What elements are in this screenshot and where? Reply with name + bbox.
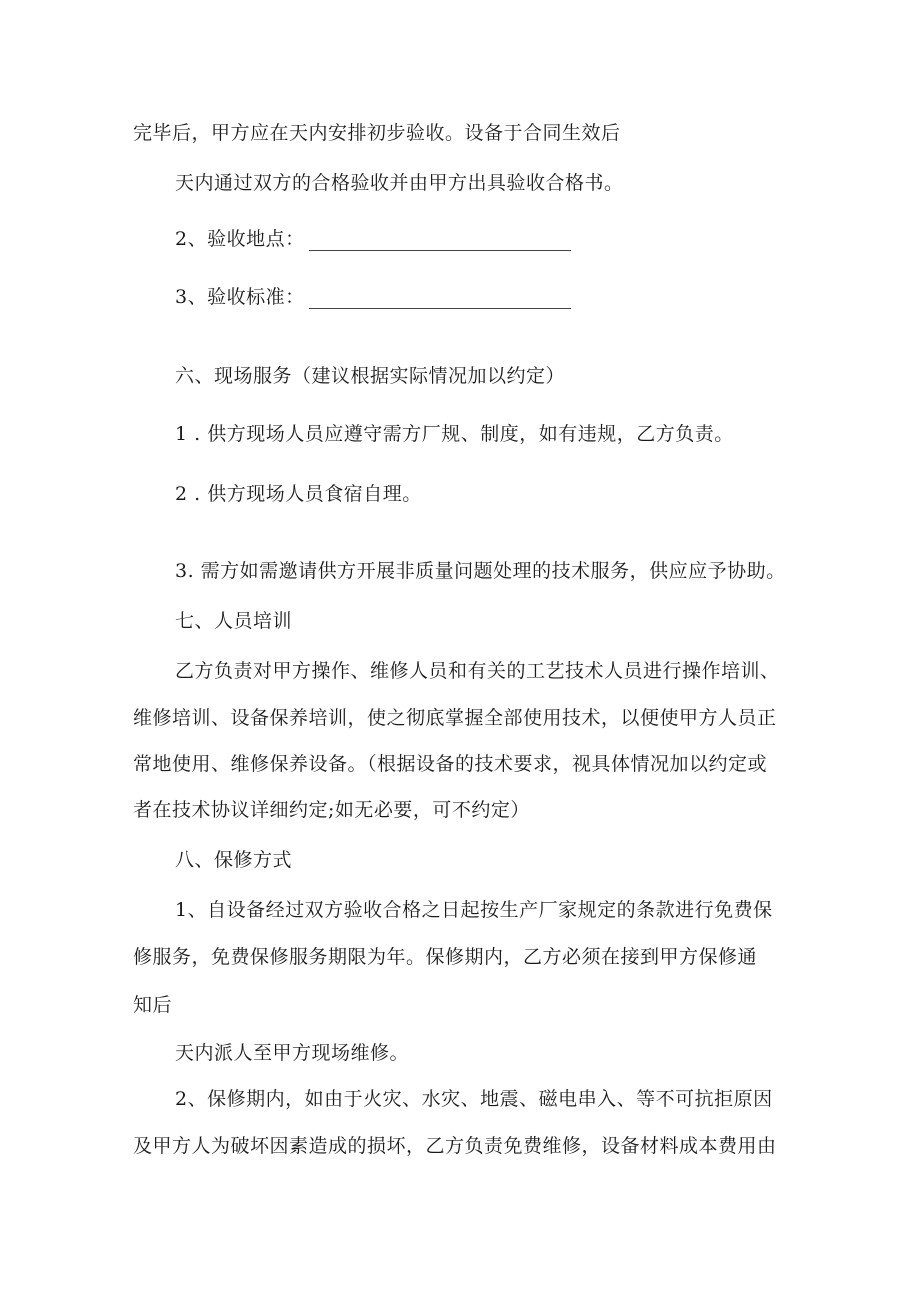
- text-line: 2 . 供方现场人员食宿自理。: [175, 483, 422, 505]
- text-line: 3. 需方如需邀请供方开展非质量问题处理的技术服务，供应应予协助。: [175, 560, 786, 582]
- section-heading-warranty: 八、保修方式: [175, 849, 293, 871]
- section-heading-onsite-service: 六、现场服务（建议根据实际情况加以约定）: [175, 365, 566, 387]
- text-line: 者在技术协议详细约定;如无必要，可不约定）: [133, 799, 530, 821]
- acceptance-location-blank: [309, 230, 571, 251]
- text-line: 知后: [133, 994, 173, 1016]
- text-line: 乙方负责对甲方操作、维修人员和有关的工艺技术人员进行操作培训、: [175, 660, 780, 682]
- acceptance-standard-row: [175, 285, 571, 309]
- text-line: 常地使用、维修保养设备。（根据设备的技术要求，视具体情况加以约定或: [133, 753, 768, 775]
- text-line: 1、自设备经过双方验收合格之日起按生产厂家规定的条款进行免费保: [175, 899, 773, 921]
- text-line: 天内派人至甲方现场维修。: [175, 1042, 410, 1064]
- text-line: 完毕后，甲方应在天内安排初步验收。设备于合同生效后: [133, 122, 621, 144]
- text-line: 2、保修期内，如由于火灾、水灾、地震、磁电串入、等不可抗拒原因: [175, 1088, 773, 1110]
- text-line: 修服务，免费保修服务期限为年。保修期内，乙方必须在接到甲方保修通: [133, 946, 758, 968]
- acceptance-standard-label: 3、验收标准：: [175, 286, 305, 308]
- text-line: 天内通过双方的合格验收并由甲方出具验收合格书。: [175, 172, 624, 194]
- section-heading-training: 七、人员培训: [175, 610, 293, 632]
- acceptance-standard-blank: [309, 288, 571, 309]
- text-line: 及甲方人为破坏因素造成的损坏，乙方负责免费维修，设备材料成本费用由: [133, 1135, 777, 1157]
- acceptance-location-row: [175, 227, 571, 251]
- text-line: 维修培训、设备保养培训，使之彻底掌握全部使用技术，以便使甲方人员正: [133, 707, 777, 729]
- text-line: 1 . 供方现场人员应遵守需方厂规、制度，如有违规，乙方负责。: [175, 423, 734, 445]
- acceptance-location-label: 2、验收地点：: [175, 228, 305, 250]
